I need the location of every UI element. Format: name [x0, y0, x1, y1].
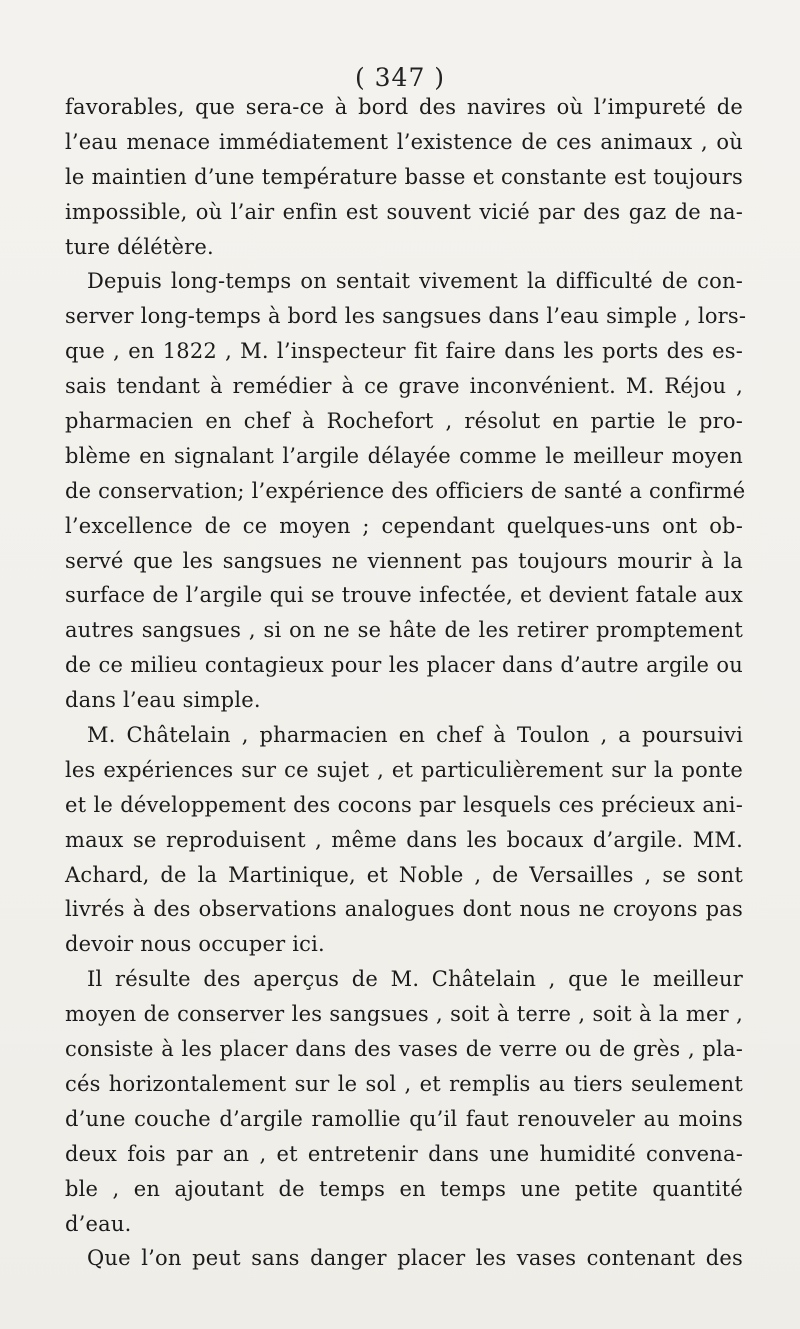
text-line: de ce milieu contagieux pour les placer dans d’autre argile ou	[65, 653, 743, 678]
text-line: devoir nous occuper ici.	[65, 932, 325, 957]
text-line: sais tendant à remédier à ce grave inconvénient. M. Réjou ,	[65, 374, 743, 399]
text-line: l’eau menace immédiatement l’existence de ces animaux , où	[65, 129, 743, 154]
text-line: livrés à des observations analogues dont nous ne croyons pas	[65, 897, 743, 922]
text-line: que , en 1822 , M. l’inspecteur fit faire dans les ports des es-	[65, 339, 743, 364]
text-line: et le développement des cocons par lesquels ces précieux ani-	[65, 792, 743, 817]
text-line: les expériences sur ce sujet , et particulièrement sur la ponte	[65, 757, 743, 782]
text-line: surface de l’argile qui se trouve infectée, et devient fatale aux	[65, 583, 743, 608]
text-line: servé que les sangsues ne viennent pas toujours mourir à la	[65, 548, 743, 573]
text-line: ture délétère.	[65, 234, 214, 259]
text-line: favorables, que sera-ce à bord des navires où l’impureté de	[65, 95, 743, 119]
text-line: Depuis long-temps on sentait vivement la difficulté de con-	[87, 269, 743, 294]
text-line: deux fois par an , et entretenir dans une humidité convena-	[65, 1141, 743, 1166]
text-line: l’excellence de ce moyen ; cependant quelques-uns ont ob-	[65, 513, 743, 538]
text-line: ble , en ajoutant de temps en temps une petite quantité	[65, 1176, 743, 1201]
text-line: impossible, où l’air enfin est souvent vicié par des gaz de na-	[65, 199, 743, 224]
text-line: le maintien d’une température basse et constante est toujours	[65, 164, 743, 189]
body-text	[65, 90, 747, 1276]
text-line: Achard, de la Martinique, et Noble , de Versailles , se sont	[65, 862, 743, 887]
text-line: maux se reproduisent , même dans les bocaux d’argile. MM.	[65, 827, 743, 852]
text-line: pharmacien en chef à Rochefort , résolut en partie le pro-	[65, 409, 743, 434]
text-line: d’eau.	[65, 1211, 132, 1236]
text-line: blème en signalant l’argile délayée comme le meilleur moyen	[65, 443, 743, 468]
text-line: Que l’on peut sans danger placer les vases contenant des	[87, 1246, 743, 1271]
text-line: moyen de conserver les sangsues , soit à terre , soit à la mer ,	[65, 1002, 743, 1027]
text-line: cés horizontalement sur le sol , et remplis au tiers seulement	[65, 1071, 743, 1096]
text-line: dans l’eau simple.	[65, 688, 261, 713]
text-line: M. Châtelain , pharmacien en chef à Toulon , a poursuivi	[87, 723, 743, 748]
text-line: de conservation; l’expérience des officiers de santé a confirmé	[65, 478, 746, 503]
text-line: autres sangsues , si on ne se hâte de les retirer promptement	[65, 618, 743, 643]
page-number: ( 347 )	[354, 63, 446, 92]
text-line: d’une couche d’argile ramollie qu’il faut renouveler au moins	[65, 1106, 743, 1131]
text-line: Il résulte des aperçus de M. Châtelain , que le meilleur	[87, 967, 743, 992]
text-line: server long-temps à bord les sangsues dans l’eau simple , lors-	[65, 304, 747, 329]
text-line: consiste à les placer dans des vases de verre ou de grès , pla-	[65, 1037, 743, 1062]
